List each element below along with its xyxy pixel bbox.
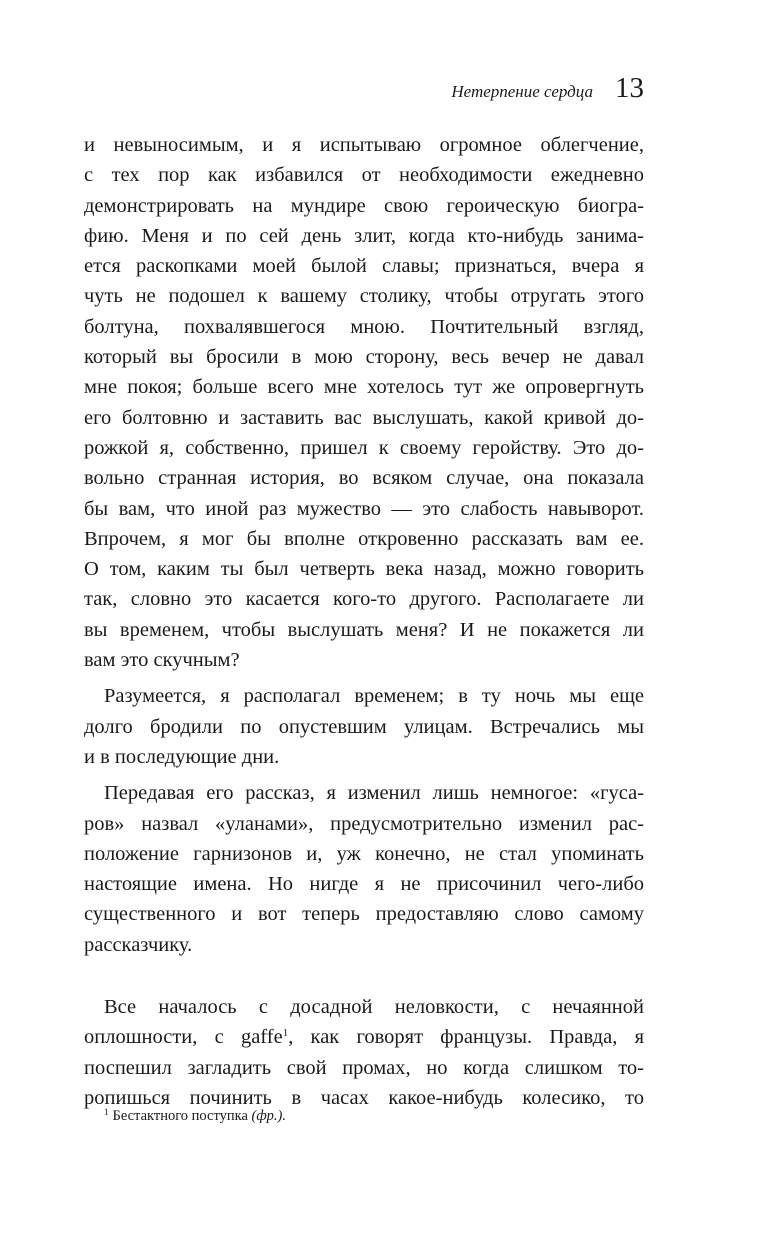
text-line: вольно странная история, во всяком случае, она показала <box>84 467 644 490</box>
text-line: долго бродили по опустевшим улицам. Встречались мы <box>84 715 644 738</box>
text-line: фию. Меня и по сей день злит, когда кто-нибудь занима- <box>84 224 644 247</box>
text-line: оплошности, с gaffe$^1$, как говорят французы. Правда, я <box>84 1026 644 1049</box>
text-line: так, словно это касается кого-то другого. Располагаете ли <box>84 588 644 611</box>
text-line: демонстрировать на мундире свою героическую биогра- <box>84 194 644 217</box>
section-break <box>84 960 644 992</box>
footnote-language: (фр.). <box>251 1108 286 1124</box>
text-line: поспешил загладить свой промах, но когда слишком то- <box>84 1056 644 1079</box>
footnote-reference: 1 <box>282 1027 289 1040</box>
text-line: О том, каким ты был четверть века назад, можно говорить <box>84 558 644 581</box>
footnote-mark: 1 <box>104 1107 109 1117</box>
text-line: настоящие имена. Но нигде я не присочинил чего-либо <box>84 873 644 896</box>
text-line: болтуна, похвалявшегося мною. Почтительный взгляд, <box>84 315 644 338</box>
text-line: мне покоя; больше всего мне хотелось тут же опровергнуть <box>84 376 644 399</box>
text-line: ется раскопками моей былой славы; признаться, вчера я <box>84 255 644 278</box>
page-header <box>451 72 644 116</box>
text-line: Передавая его рассказ, я изменил лишь немногое: «гуса- <box>104 782 644 805</box>
text-line: положение гарнизонов и, уж конечно, не стал упоминать <box>84 842 644 865</box>
paragraph <box>84 681 644 772</box>
text-line: его болтовню и заставить вас выслушать, какой кривой до- <box>84 406 644 429</box>
footnote-text: Бестактного поступка <box>112 1108 248 1124</box>
paragraph <box>84 992 644 1113</box>
text-line: вам это скучным? <box>84 649 240 672</box>
text-line: Все началось с досадной неловкости, с нечаянной <box>104 996 644 1019</box>
text-line: Разумеется, я располагал временем; в ту ночь мы еще <box>104 685 644 708</box>
text-line: ров» назвал «уланами», предусмотрительно изменил рас- <box>84 812 644 835</box>
footnote <box>104 1108 286 1125</box>
text-line: и невыносимым, и я испытываю огромное облегчение, <box>84 134 644 156</box>
text-line: рожкой я, собственно, пришел к своему геройству. Это до- <box>84 436 644 459</box>
text-line: ропишься починить в часах какое-нибудь колесико, то <box>84 1086 644 1109</box>
text-line: существенного и вот теперь предоставляю слово самому <box>84 903 644 926</box>
text-line: вы временем, чтобы выслушать меня? И не покажется ли <box>84 618 644 641</box>
text-line: рассказчику. <box>84 933 193 956</box>
body-text <box>84 130 644 1113</box>
text-line: и в последующие дни. <box>84 745 280 768</box>
text-line: который вы бросили в мою сторону, весь вечер не давал <box>84 346 644 369</box>
text-line: Впрочем, я мог бы вполне откровенно рассказать вам ее. <box>84 527 644 550</box>
paragraph <box>84 778 644 960</box>
text-line: бы вам, что иной раз мужество — это слабость навыворот. <box>84 497 644 520</box>
text-line: с тех пор как избавился от необходимости ежедневно <box>84 164 644 187</box>
page-number: 13 <box>615 72 644 104</box>
paragraph <box>84 130 644 675</box>
running-title: Нетерпение сердца <box>451 82 593 101</box>
text-line: чуть не подошел к вашему столику, чтобы отругать этого <box>84 285 644 308</box>
